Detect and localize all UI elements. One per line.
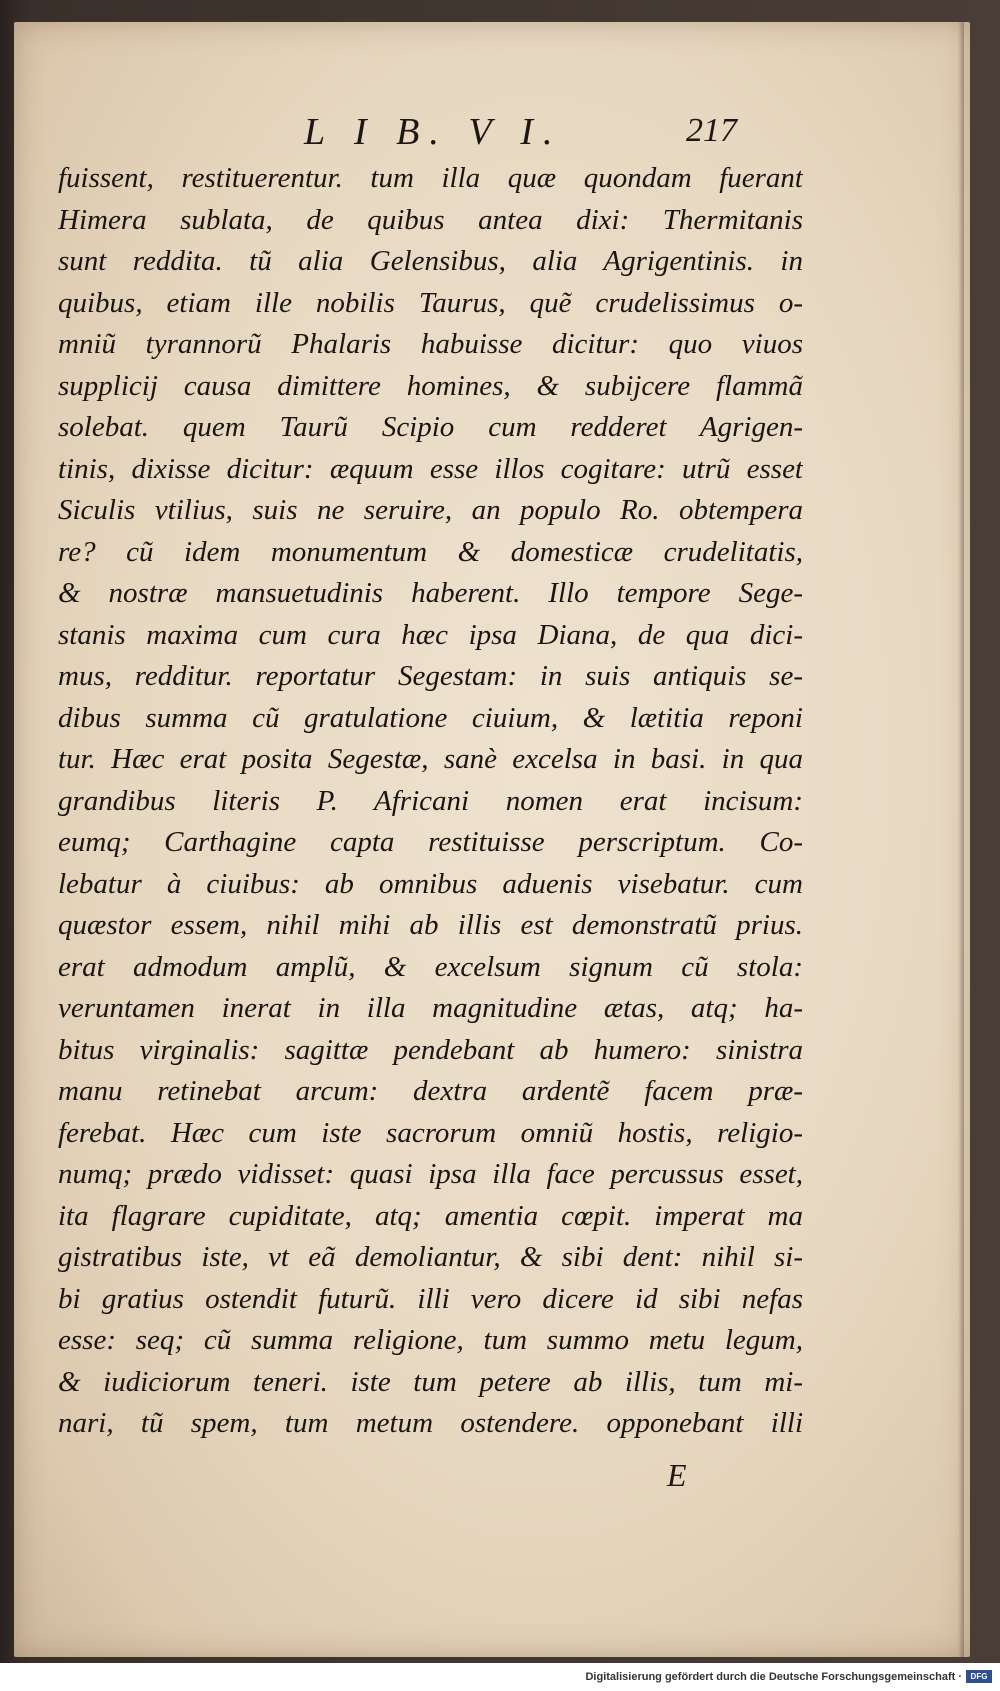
text-line: re? cũ idem monumentum & domesticæ crudelitatis,: [58, 535, 803, 568]
text-line: lebatur à ciuibus: ab omnibus aduenis visebatur. cum: [58, 867, 803, 900]
text-line: manu retinebat arcum: dextra ardentẽ facem præ-: [58, 1075, 803, 1107]
text-line: mniũ tyrannorũ Phalaris habuisse dicitur: quo viuos: [58, 328, 803, 360]
text-line: numq; prædo vidisset: quasi ipsa illa face percussus esset,: [58, 1158, 803, 1190]
text-line: grandibus literis P. Africani nomen erat incisum:: [58, 784, 803, 817]
text-line: erat admodum amplũ, & excelsum signum cũ stola:: [58, 950, 803, 983]
text-line: supplicij causa dimittere homines, & subijcere flammã: [58, 369, 803, 402]
text-line: & iudiciorum teneri. iste tum petere ab illis, tum mi-: [58, 1365, 803, 1398]
text-line: eumq; Carthagine capta restituisse perscriptum. Co-: [58, 826, 803, 858]
book-page: [14, 22, 970, 1657]
text-line: ferebat. Hæc cum iste sacrorum omniũ hostis, religio-: [58, 1116, 803, 1149]
text-line: veruntamen inerat in illa magnitudine ætas, atq; ha-: [58, 992, 803, 1024]
page-header: [14, 110, 970, 160]
text-line: stanis maxima cum cura hæc ipsa Diana, de qua dici-: [58, 618, 803, 651]
text-line: gistratibus iste, vt eã demoliantur, & sibi dent: nihil si-: [58, 1241, 803, 1273]
text-line: tinis, dixisse dicitur: æquum esse illos cogitare: utrũ esset: [58, 452, 803, 485]
text-line: nari, tũ spem, tum metum ostendere. opponebant illi: [58, 1407, 803, 1439]
text-line: fuissent, restituerentur. tum illa quæ quondam fuerant: [58, 162, 803, 194]
text-line: ita flagrare cupiditate, atq; amentia cœpit. imperat ma: [58, 1199, 803, 1232]
text-line: mus, redditur. reportatur Segestam: in suis antiquis se-: [58, 660, 803, 692]
text-line: bi gratius ostendit futurũ. illi vero dicere id sibi nefas: [58, 1282, 803, 1315]
dfg-logo: DFG: [966, 1670, 992, 1683]
text-line: & nostræ mansuetudinis haberent. Illo tempore Sege-: [58, 577, 803, 609]
signature-mark: E: [667, 1457, 687, 1493]
text-line: esse: seq; cũ summa religione, tum summo metu legum,: [58, 1324, 803, 1356]
text-line: tur. Hæc erat posita Segestæ, sanè excelsa in basi. in qua: [58, 743, 803, 775]
digitization-footer: [0, 1663, 1000, 1691]
text-line: quæstor essem, nihil mihi ab illis est demonstratũ prius.: [58, 909, 803, 941]
text-line: solebat. quem Taurũ Scipio cum redderet Agrigen-: [58, 411, 803, 443]
text-line: Himera sublata, de quibus antea dixi: Thermitanis: [58, 203, 803, 236]
text-line: sunt reddita. tũ alia Gelensibus, alia Agrigentinis. in: [58, 245, 803, 277]
page-edge-shadow: [958, 22, 964, 1657]
text-line: quibus, etiam ille nobilis Taurus, quẽ crudelissimus o-: [58, 286, 803, 319]
text-line: dibus summa cũ gratulatione ciuium, & lætitia reponi: [58, 701, 803, 734]
text-line: Siculis vtilius, suis ne seruire, an populo Ro. obtempera: [58, 494, 803, 526]
page-number: 217: [686, 112, 737, 149]
funding-credit: Digitalisierung gefördert durch die Deutsche Forschungsgemeinschaft ·: [585, 1671, 962, 1683]
body-text: [58, 158, 803, 1445]
text-line: bitus virginalis: sagittæ pendebant ab humero: sinistra: [58, 1033, 803, 1066]
running-head: L I B. V I.: [304, 111, 563, 153]
